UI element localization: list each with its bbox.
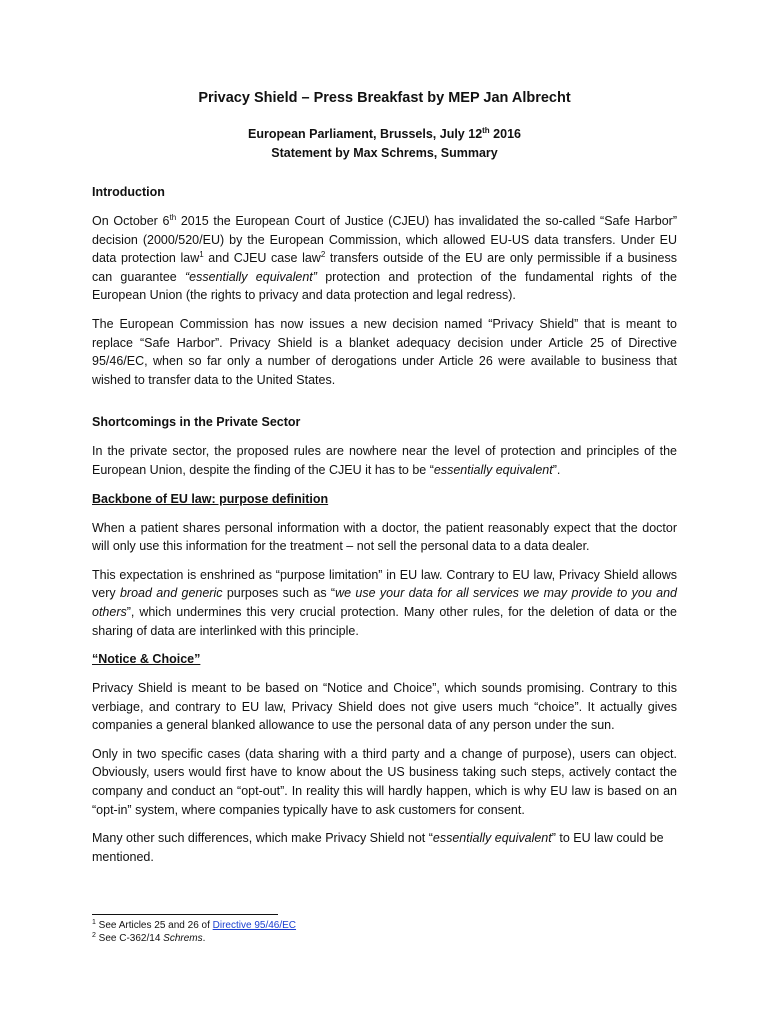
backbone-paragraph-1: When a patient shares personal information with a doctor, the patient reasonably expect that the doctor will only use this information for the treatment – not sell the personal data to a data dealer.: [92, 520, 677, 554]
footnotes: [92, 914, 677, 945]
intro-paragraph-1: [92, 212, 677, 305]
text-run: and CJEU case law: [203, 251, 321, 266]
footnote-ref-2: 2: [320, 250, 326, 260]
ordinal-suffix: th: [482, 126, 490, 135]
subheading-backbone: Backbone of EU law: purpose definition: [92, 491, 329, 506]
footnote-number: 2: [92, 932, 96, 939]
footnote-text-end: .: [202, 933, 206, 944]
notice-paragraph-1: Privacy Shield is meant to be based on “Notice and Choice”, which sounds promising. Contrary to this verbiage, and contrary to EU law, Privacy Shield does not give users much “choice”. It actually gives companies a general blanked allowance to use the personal data of any person under the sun.: [92, 681, 677, 733]
footnote-1: [92, 919, 677, 932]
document-title: Privacy Shield – Press Breakfast by MEP Jan Albrecht: [198, 90, 571, 106]
section-heading-introduction: Introduction: [92, 185, 165, 199]
emphasis-text: essentially equivalent: [433, 462, 553, 477]
footnote-text: See Articles 25 and 26 of: [95, 920, 213, 931]
text-run: purposes such as “: [222, 586, 336, 601]
footnote-2: [92, 932, 677, 945]
section-heading-private-sector: Shortcomings in the Private Sector: [92, 415, 301, 430]
footnote-text: See C-362/14: [95, 933, 164, 944]
notice-paragraph-2: Only in two specific cases (data sharing with a third party and a change of purpose), users can object. Obviously, users would first have to know about the US business taking such steps, actively contact the company and conduct an “opt-out”. In reality this will hardly happen, which is why EU law is based on an “opt-in” system, where companies typically have to ask customers for consent.: [92, 746, 677, 817]
text-run: ”, which undermines this very crucial protection. Many other rules, for the deletion of data or the sharing of data are interlinked with this principle.: [92, 604, 677, 638]
subtitle-location-text: European Parliament, Brussels, July 12: [248, 127, 483, 141]
emphasis-text: we use your data for all services we may provide to you and others: [92, 586, 677, 619]
notice-paragraph-3: [92, 829, 677, 866]
text-run: transfers outside of the EU are only permissible if a business can guarantee: [92, 251, 677, 284]
backbone-paragraph-2: [92, 566, 677, 640]
intro-paragraph-2: The European Commission has now issues a new decision named “Privacy Shield” that is meant to replace “Safe Harbor”. Privacy Shield is a blanket adequacy decision under Article 25 of Directive 95/46/EC, when so far only a number of derogations under Article 26 were available to business that wished to transfer data to the United States.: [92, 316, 677, 387]
text-run: 2015 the European Court of Justice (CJEU) has invalidated the so-called “Safe Harbor” decision (2000/520/EU) by the European Commission, which allowed EU-US data transfers. Under EU data protection law: [92, 214, 677, 266]
subtitle-location-date: [92, 125, 677, 144]
text-run: This expectation is enshrined as “purpose limitation” in EU law. Contrary to EU law, Privacy Shield allows very: [92, 567, 677, 601]
footnote-ref-1: 1: [199, 250, 204, 260]
text-run: In the private sector, the proposed rules are nowhere near the level of protection and principles of the European Union, despite the finding of the CJEU it has to be “: [92, 444, 677, 477]
subheading-notice-choice: “Notice & Choice”: [92, 652, 201, 667]
private-sector-paragraph-1: [92, 442, 677, 479]
text-run: ”.: [552, 462, 561, 477]
text-run: ” to EU law could be mentioned.: [92, 831, 664, 864]
directive-link[interactable]: Directive 95/46/EC: [212, 920, 297, 931]
text-run: Many other such differences, which make Privacy Shield not “: [92, 831, 433, 846]
case-name: Schrems: [163, 933, 203, 944]
text-run: On October 6: [92, 214, 170, 228]
ordinal-suffix: th: [169, 213, 177, 222]
emphasis-text: “essentially equivalent”: [185, 269, 317, 284]
emphasis-text: broad and generic: [119, 586, 223, 601]
footnote-separator: [92, 914, 278, 915]
subtitle-year: 2016: [489, 127, 521, 141]
text-run: protection and protection of the fundamental rights of the European Union (the rights to privacy and data protection and legal redress).: [92, 269, 677, 303]
emphasis-text: essentially equivalent: [432, 831, 552, 846]
footnote-number: 1: [92, 919, 96, 926]
document-subtitle: [92, 125, 677, 163]
subtitle-statement: Statement by Max Schrems, Summary: [271, 146, 498, 160]
